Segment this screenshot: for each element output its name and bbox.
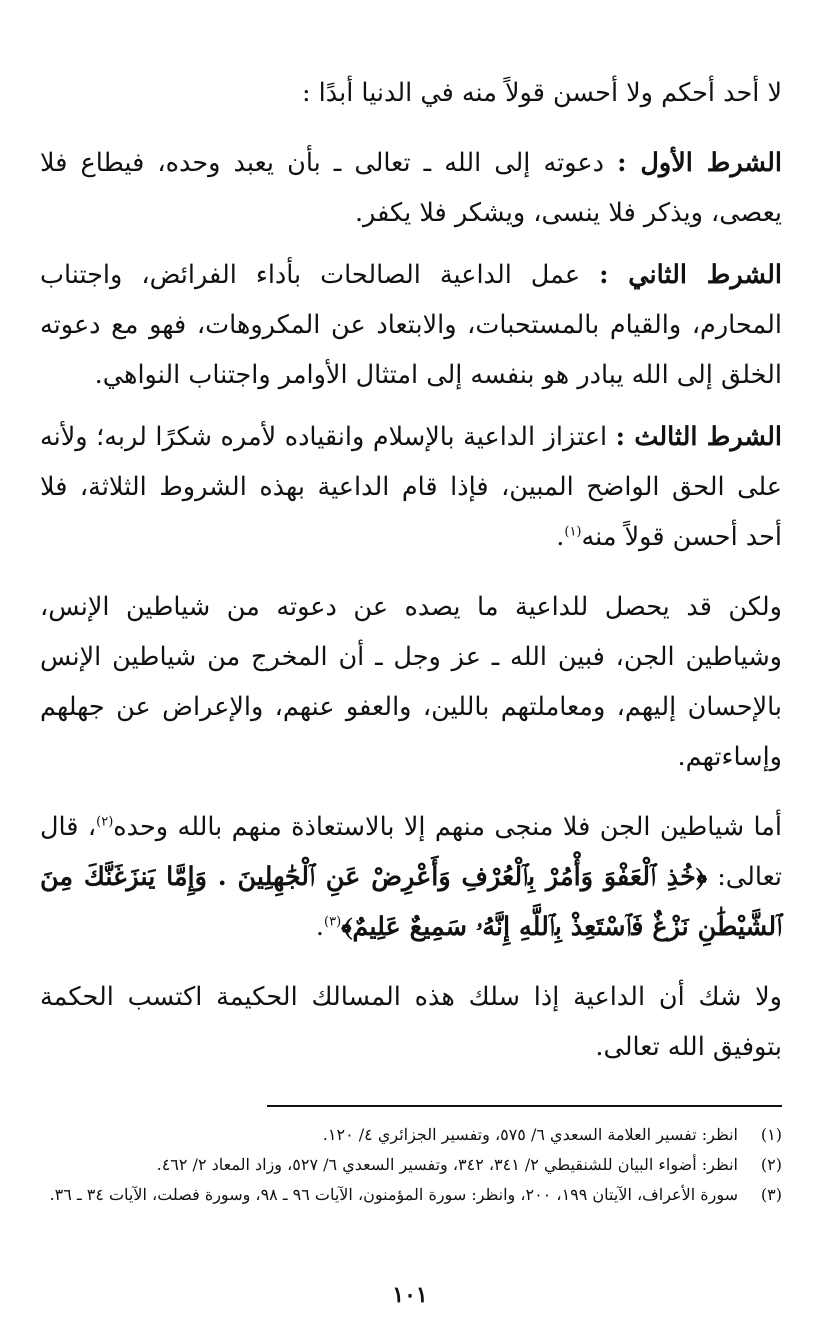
condition-1-text: دعوته إلى الله ـ تعالى ـ بأن يعبد وحده، فيطاع فلا يعصى، ويذكر فلا ينسى، ويشكر فلا يكفر. bbox=[40, 148, 782, 228]
paragraph-shayatin-ins bbox=[40, 582, 782, 782]
footnote-number: (٣) bbox=[760, 1185, 782, 1204]
paragraph-5-mid: ، قال تعالى: bbox=[40, 812, 783, 892]
footnote-ref-1: (١) bbox=[564, 524, 582, 540]
footnote-item bbox=[40, 1150, 782, 1180]
condition-3-label: الشرط الثالث : bbox=[615, 422, 783, 452]
condition-2-label: الشرط الثاني : bbox=[599, 260, 782, 290]
footnote-text: سورة الأعراف، الآيتان ١٩٩، ٢٠٠، وانظر: سورة المؤمنون، الآيات ٩٦ ـ ٩٨، وسورة فصلت، الآيات ٣٤ ـ ٣٦. bbox=[49, 1185, 738, 1204]
footnote-ref-3: (٣) bbox=[324, 914, 342, 930]
footnote-item bbox=[40, 1180, 782, 1210]
footnote-text: انظر: تفسير العلامة السعدي ٦/ ٥٧٥، وتفسير الجزائري ٤/ ١٢٠. bbox=[322, 1125, 738, 1144]
footnote-number: (٢) bbox=[760, 1155, 782, 1174]
page-number: ١٠١ bbox=[392, 1282, 428, 1308]
paragraph-shayatin-jinn bbox=[40, 802, 782, 952]
footnotes bbox=[40, 1120, 782, 1210]
paragraph-5-end: . bbox=[315, 912, 324, 942]
footnote-divider bbox=[267, 1105, 782, 1107]
intro-text: لا أحد أحكم ولا أحسن قولاً منه في الدنيا أبدًا : bbox=[301, 78, 782, 108]
condition-3-end: . bbox=[556, 522, 565, 552]
paragraph-5-start: أما شياطين الجن فلا منجى منهم إلا بالاستعاذة منهم بالله وحده bbox=[113, 812, 782, 842]
condition-2-paragraph bbox=[40, 250, 782, 400]
footnote-item bbox=[40, 1120, 782, 1150]
intro-line bbox=[40, 68, 782, 118]
paragraph-4-text: ولكن قد يحصل للداعية ما يصده عن دعوته من شياطين الإنس، وشياطين الجن، فبين الله ـ عز وجل ـ أن المخرج من شياطين الإنس بالإحسان إليهم، ومعاملتهم باللين، والعفو عنهم، والإعراض عن جهلهم وإساءتهم. bbox=[40, 592, 782, 772]
condition-1-label: الشرط الأول : bbox=[617, 148, 782, 178]
paragraph-conclusion bbox=[40, 972, 782, 1072]
footnote-number: (١) bbox=[760, 1125, 782, 1144]
condition-2-text: عمل الداعية الصالحات بأداء الفرائض، واجتناب المحارم، والقيام بالمستحبات، والابتعاد عن المكروهات، فهو مع دعوته الخلق إلى الله يبادر هو بنفسه إلى امتثال الأوامر واجتناب النواهي. bbox=[40, 260, 782, 390]
condition-1-paragraph bbox=[40, 138, 782, 238]
footnote-text: انظر: أضواء البيان للشنقيطي ٢/ ٣٤١، ٣٤٢، وتفسير السعدي ٦/ ٥٢٧، وزاد المعاد ٢/ ٤٦٢. bbox=[156, 1155, 738, 1174]
footnote-ref-2: (٢) bbox=[96, 814, 114, 830]
quran-verse: ﴿خُذِ ٱلْعَفْوَ وَأْمُرْ بِٱلْعُرْفِ وَأَعْرِضْ عَنِ ٱلْجَٰهِلِينَ . وَإِمَّا يَنزَغَنَّكَ مِنَ ٱلشَّيْطَٰنِ نَزْغٌ فَٱسْتَعِذْ بِٱللَّهِ إِنَّهُۥ سَمِيعٌ عَلِيمٌ﴾ bbox=[40, 862, 782, 942]
condition-3-text: اعتزاز الداعية بالإسلام وانقياده لأمره شكرًا لربه؛ ولأنه على الحق الواضح المبين، فإذا قام الداعية بهذه الشروط الثلاثة، فلا أحد أحسن قولاً منه bbox=[40, 422, 782, 552]
condition-3-paragraph bbox=[40, 412, 782, 562]
paragraph-6-text: ولا شك أن الداعية إذا سلك هذه المسالك الحكيمة اكتسب الحكمة بتوفيق الله تعالى. bbox=[40, 982, 782, 1062]
